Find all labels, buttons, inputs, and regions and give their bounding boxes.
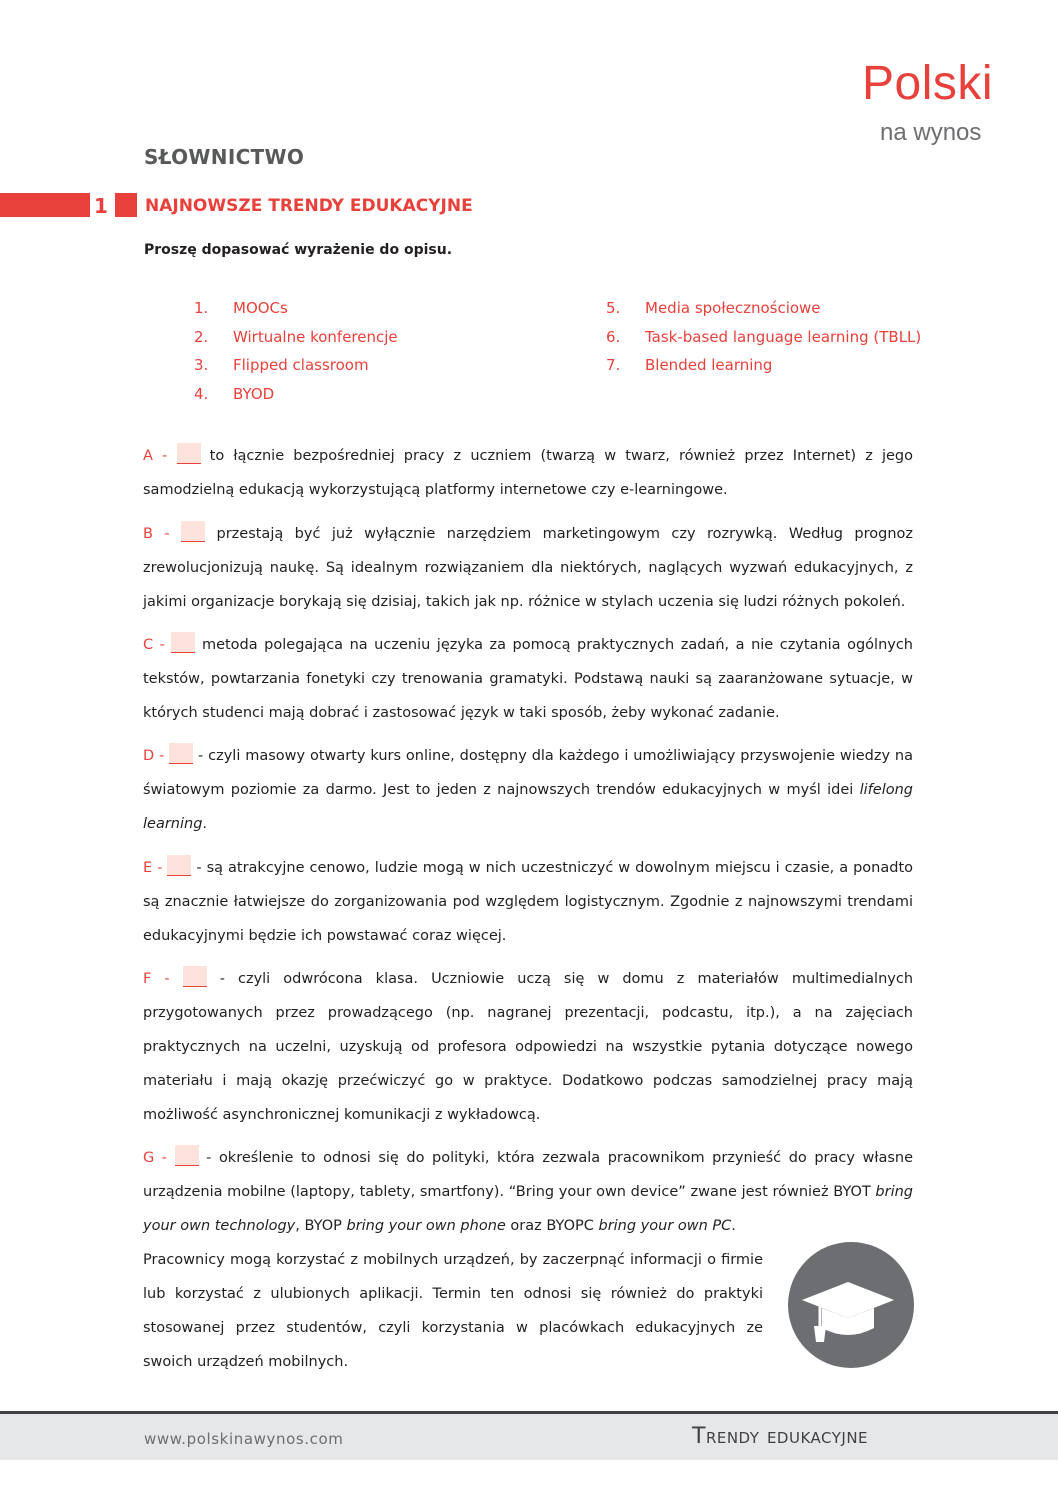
sentence-end: . [202, 816, 208, 832]
logo-sub-text: na wynos [880, 119, 982, 146]
description-text: - czyli odwrócona klasa. Uczniowie uczą się w domu z materiałów multimedialnych przygotowanych przez prowadzącego (np. nagranej prezentacji, podcastu, itp.), a na zajęciach praktycznych na uczelni, uzyskują od profesora odpowiedzi na wszystkie pytania dotyczące nowego materiału i mają okazję przećwiczyć go w praktyce. Dodatkowo podczas samodzielnej pracy mają możliwość asynchronicznej komunikacji z wykładowcą. [143, 971, 914, 1123]
option-item [194, 382, 398, 411]
answer-blank-g[interactable] [175, 1145, 199, 1166]
option-label: Task-based language learning (TBLL) [645, 327, 922, 346]
letter-label: E - [143, 860, 163, 876]
description-f [143, 962, 913, 1132]
letter-label: D - [143, 748, 165, 764]
letter-label: B - [143, 526, 170, 542]
answer-blank-c[interactable] [171, 632, 195, 653]
option-number: 6. [606, 327, 621, 346]
options-list-left [194, 296, 398, 411]
option-label: Wirtualne konferencje [233, 327, 398, 346]
description-text: oraz BYOPC [510, 1218, 594, 1234]
option-label: BYOD [233, 385, 275, 404]
graduation-cap-icon [788, 1242, 914, 1368]
option-number: 5. [606, 299, 621, 317]
option-label: Blended learning [645, 356, 773, 375]
exercise-bar-right [115, 193, 137, 217]
logo [862, 56, 1012, 156]
options-list-right [606, 296, 921, 382]
logo-main-text: Polski [862, 57, 994, 110]
description-text: - określenie to odnosi się do polityki, która zezwala pracownikom przynieść do pracy własne urządzenia mobilne (laptopy, tablety, smartfony). “Bring your own device” zwane jest również BYOT [143, 1150, 914, 1200]
description-a [143, 439, 913, 507]
description-text: - czyli masowy otwarty kurs online, dostępny dla każdego i umożliwiający przyswojenie wiedzy na światowym poziomie za darmo. Jest to jeden z najnowszych trendów edukacyjnych w myśl idei [143, 748, 914, 798]
description-d [143, 739, 913, 841]
option-number: 1. [194, 299, 209, 317]
answer-blank-f[interactable] [183, 966, 207, 987]
exercise-title: NAJNOWSZE TRENDY EDUKACYJNE [145, 196, 473, 216]
option-item [194, 296, 398, 325]
option-item [606, 296, 921, 325]
option-label: Flipped classroom [233, 356, 369, 375]
footer-title: Trendy edukacyjne [692, 1424, 869, 1449]
italic-term: bring your own technology [143, 1184, 914, 1234]
description-e [143, 851, 913, 953]
description-b [143, 517, 913, 619]
description-text: przestają być już wyłącznie narzędziem marketingowym czy rozrywką. Według prognoz zrewolucjonizują naukę. Są idealnym rozwiązaniem dla niektórych, naglących wyzwań edukacyjnych, z jakimi organizacje borykają się dzisiaj, takich jak np. różnice w stylach uczenia się ludzi różnych pokoleń. [143, 526, 913, 610]
exercise-instruction: Proszę dopasować wyrażenie do opisu. [144, 242, 453, 258]
description-text: , BYOP [295, 1218, 342, 1234]
footer-url: www.polskinawynos.com [144, 1430, 344, 1448]
answer-blank-b[interactable] [181, 521, 205, 542]
italic-term: lifelong learning [143, 782, 913, 832]
option-label: MOOCs [233, 299, 288, 317]
description-text: to łącznie bezpośredniej pracy z uczniem (twarzą w twarz, również przez Internet) z jego samodzielną edukacją wykorzystującą platformy internetowe czy e-learningowe. [143, 448, 914, 498]
description-g-continued: Pracownicy mogą korzystać z mobilnych urządzeń, by zaczerpnąć informacji o firmie lub korzystać z ulubionych aplikacji. Termin ten odnosi się również do praktyki stosowanej przez studentów, czyli korzystania w placówkach edukacyjnych ze swoich urządzeń mobilnych. [143, 1252, 763, 1370]
sentence-end: . [731, 1218, 736, 1234]
description-c [143, 628, 913, 730]
option-item [194, 353, 398, 382]
answer-blank-e[interactable] [167, 855, 191, 876]
description-text: - są atrakcyjne cenowo, ludzie mogą w nich uczestniczyć w dowolnym miejscu i czasie, a ponadto są znacznie łatwiejsze do zorganizowania pod względem logistycznym. Zgodnie z najnowszymi trendami edukacyjnymi będzie ich powstawać coraz więcej. [143, 860, 913, 944]
letter-label: C - [143, 637, 165, 653]
option-label: Media społecznościowe [645, 299, 821, 317]
letter-label: A - [143, 448, 168, 464]
answer-blank-d[interactable] [169, 743, 193, 764]
option-number: 4. [194, 385, 209, 404]
description-g [143, 1141, 913, 1243]
italic-term: bring your own PC [598, 1218, 732, 1234]
option-item [194, 325, 398, 354]
option-number: 7. [606, 356, 621, 375]
description-text: metoda polegająca na uczeniu języka za pomocą praktycznych zadań, a nie czytania ogólnych tekstów, powtarzania fonetyki czy trenowania gramatyki. Podstawą nauki są zaaranżowane sytuacje, w których studenci mają dobrać i zastosować język w taki sposób, żeby wykonać zadanie. [143, 637, 914, 721]
exercise-bar-left [0, 193, 90, 217]
option-item [606, 325, 921, 354]
letter-label: F - [143, 971, 170, 987]
option-item [606, 353, 921, 382]
option-number: 2. [194, 327, 209, 346]
section-title: SŁOWNICTWO [144, 145, 305, 169]
answer-blank-a[interactable] [177, 443, 201, 464]
italic-term: bring your own phone [346, 1218, 506, 1234]
exercise-number: 1 [94, 194, 108, 218]
letter-label: G - [143, 1150, 168, 1166]
option-number: 3. [194, 356, 209, 375]
